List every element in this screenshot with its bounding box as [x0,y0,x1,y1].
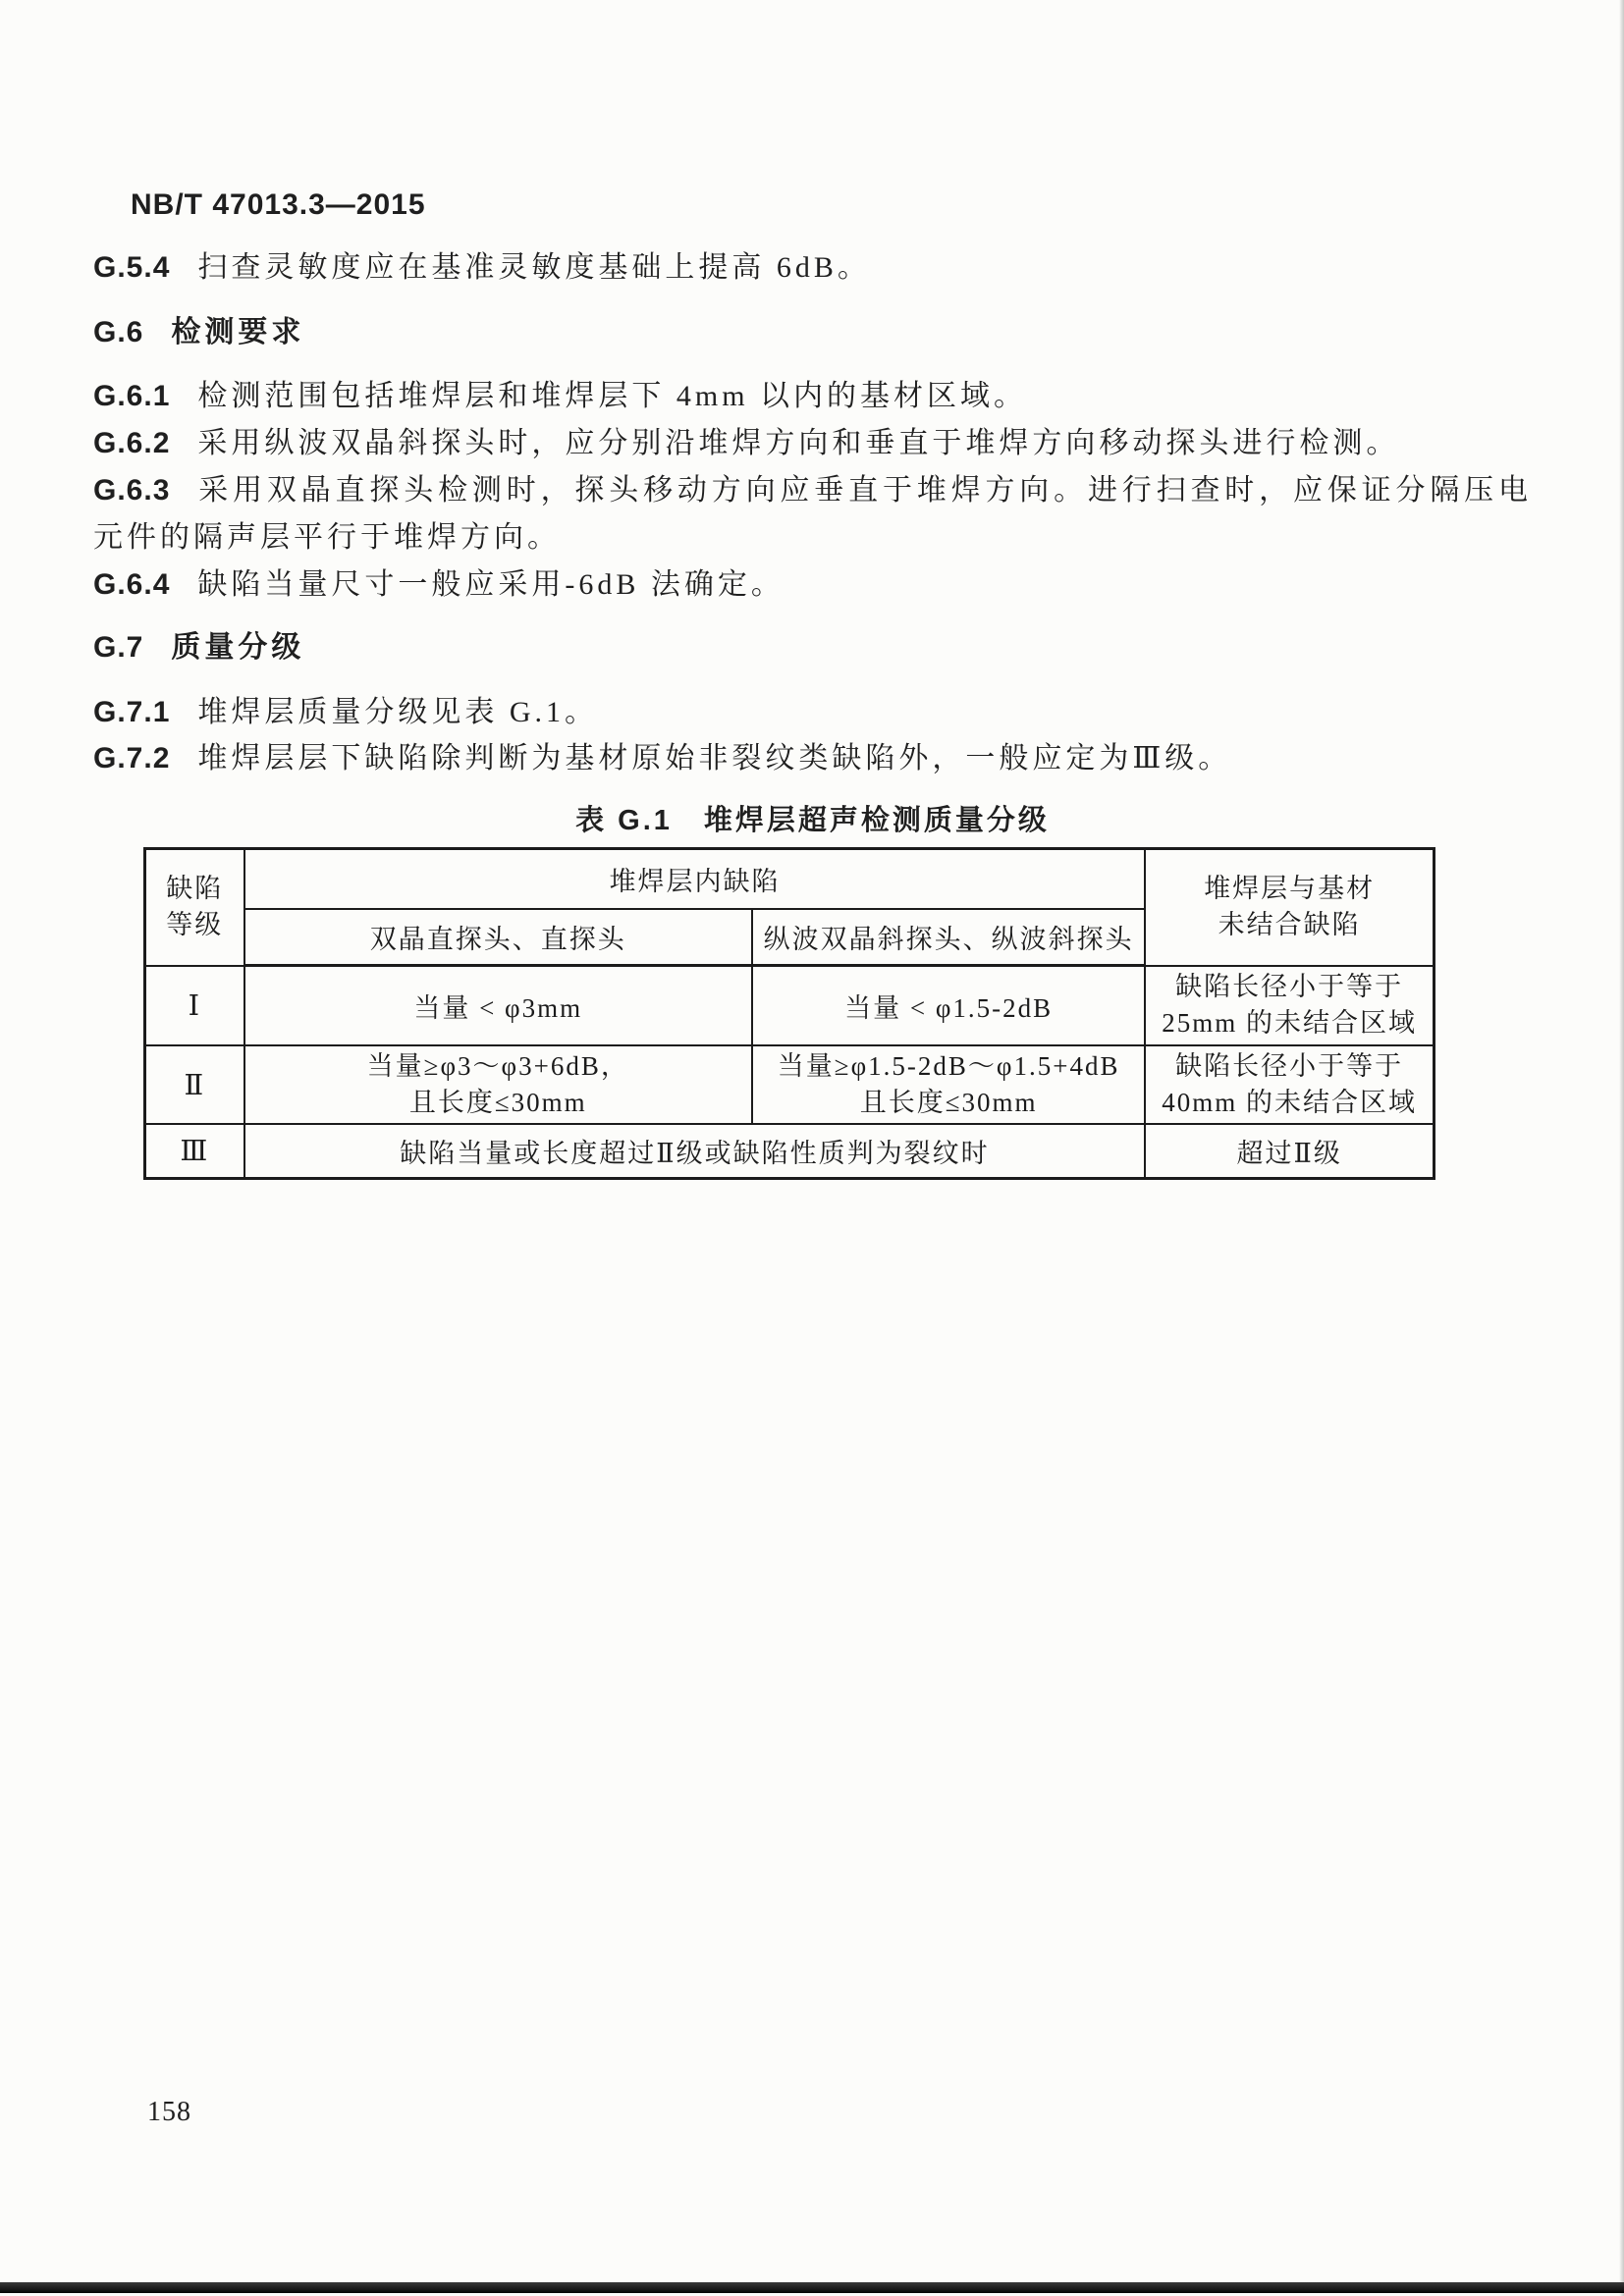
clause-text: 堆焊层层下缺陷除判断为基材原始非裂纹类缺陷外，一般应定为Ⅲ级。 [197,742,1232,774]
clause-text: 采用双晶直探头检测时，探头移动方向应垂直于堆焊方向。进行扫查时，应保证分隔压电元件的隔声层平行于堆焊方向。 [93,474,1532,554]
clause-g6-3 [93,467,1532,561]
grade-cell: Ⅱ [145,1045,244,1124]
clause-text: 扫查灵敏度应在基准灵敏度基础上提高 6dB。 [197,251,871,284]
clause-number: G.5.4 [93,251,171,284]
table-row-grade-1 [145,966,1435,1046]
header-defect-grade-line1: 缺陷 [166,874,224,904]
clause-number: G.7.1 [93,696,171,728]
section-title: 检测要求 [171,316,305,348]
clause-text: 采用纵波双晶斜探头时，应分别沿堆焊方向和垂直于堆焊方向移动探头进行检测。 [197,427,1400,459]
section-heading-g6 [93,309,1532,356]
unbonded-cell [1145,1045,1434,1124]
clause-g6-1 [93,373,1532,420]
straight-probe-cell [244,1045,752,1124]
section-title: 质量分级 [171,631,305,664]
unbonded-line2: 25mm 的未结合区域 [1162,1008,1418,1039]
header-probe-straight: 双晶直探头、直探头 [244,909,752,966]
merged-criteria-cell: 缺陷当量或长度超过Ⅱ级或缺陷性质判为裂纹时 [244,1124,1146,1179]
header-probe-angle: 纵波双晶斜探头、纵波斜探头 [752,909,1145,966]
straight-line2: 且长度≤30mm [408,1088,587,1117]
angle-probe-cell [752,1045,1145,1124]
clause-g7-1 [93,689,1532,736]
clause-g5-4 [93,244,1532,292]
scan-edge-bottom [0,2282,1624,2293]
angle-probe-cell: 当量 < φ1.5-2dB [752,966,1145,1046]
unbonded-cell [1145,966,1434,1046]
clause-number: G.6.1 [93,380,171,412]
grade-cell: Ⅰ [145,966,244,1046]
angle-line2: 且长度≤30mm [859,1088,1038,1117]
header-defect-grade-line2: 等级 [166,910,224,940]
straight-line1: 当量≥φ3～φ3+6dB， [366,1051,629,1081]
section-number: G.6 [93,316,144,348]
header-unbonded-line2: 未结合缺陷 [1218,910,1361,940]
clause-text: 堆焊层质量分级见表 G.1。 [197,696,599,728]
header-defect-grade [145,849,244,966]
section-heading-g7 [93,624,1532,671]
clause-number: G.6.3 [93,474,171,507]
unbonded-line1: 缺陷长径小于等于 [1175,1051,1404,1081]
clause-number: G.7.2 [93,742,171,774]
table-g1 [143,847,1435,1180]
unbonded-line1: 缺陷长径小于等于 [1175,972,1404,1002]
table-header-row-1 [145,849,1435,910]
header-overlay-defects: 堆焊层内缺陷 [244,849,1146,910]
scan-edge-right [1619,0,1624,2296]
clause-number: G.6.4 [93,568,171,601]
clause-number: G.6.2 [93,427,171,459]
angle-line1: 当量≥φ1.5-2dB～φ1.5+4dB [777,1051,1120,1081]
doc-number: NB/T 47013.3—2015 [131,188,426,221]
clause-g6-2 [93,420,1532,467]
table-caption: 表 G.1 堆焊层超声检测质量分级 [575,805,1050,836]
straight-probe-cell: 当量 < φ3mm [244,966,752,1046]
section-number: G.7 [93,631,144,664]
clause-g6-4 [93,561,1532,609]
header-unbonded-defects [1145,849,1434,966]
table-row-grade-3 [145,1124,1435,1179]
clause-text: 检测范围包括堆焊层和堆焊层下 4mm 以内的基材区域。 [197,380,1028,412]
page-number: 158 [147,2097,191,2127]
table-row-grade-2 [145,1045,1435,1124]
clause-text: 缺陷当量尺寸一般应采用-6dB 法确定。 [197,568,785,601]
unbonded-line2: 40mm 的未结合区域 [1162,1088,1418,1117]
unbonded-cell: 超过Ⅱ级 [1145,1124,1434,1179]
grade-cell: Ⅲ [145,1124,244,1179]
header-unbonded-line1: 堆焊层与基材 [1204,874,1376,904]
clause-g7-2 [93,735,1532,782]
